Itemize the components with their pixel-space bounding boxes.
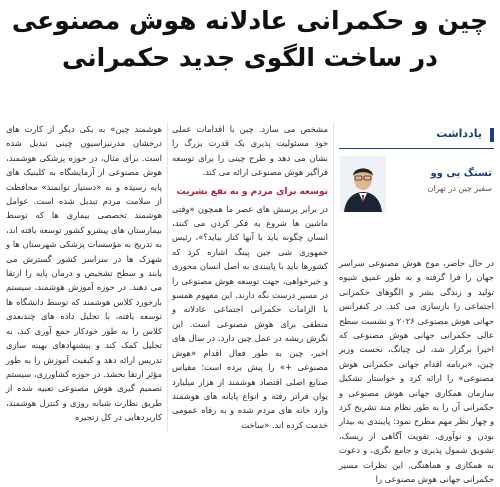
article-column-middle — [172, 122, 328, 438]
article-paragraph: در حال حاضر، موج هوش مصنوعی سراسر جهان را فرا گرفته و به طور عمیق شیوه تولید و زندگی بشر و الگوهای حکمرانی اجتماعی را بازسازی می کند. در کنفرانس جهانی هوش مصنوعی ۲۰۲۶ و نشست سطح عالی حکمرانی جهانی هوش مصنوعی که اخیرا برگزار شد، لی چیانگ، نخست وزیر چین، «برنامه اقدام جهانی حکمرانی هوش مصنوعی» را ارائه کرد و خواستار تشکیل سازمان همکاری جهانی هوش مصنوعی و حکمرانی آن را به طور نظام مند تشریح کرد و چهار نظر مهم مطرح نمود: پایبندی به بیدار بودن و نوآوری، تقویت آگاهی از ریسک، تشویق شمول پذیری و جامع نگری، و دعوت به همکاری و هماهنگی. این نظرات مسیر حکمرانی جهانی هوش مصنوعی را — [339, 258, 495, 485]
column-divider — [167, 122, 168, 432]
note-section-header — [339, 126, 494, 149]
author-name: تسنگ یی وو — [430, 168, 492, 179]
article-paragraph: هوشمند چین» به یکی دیگر از کارت های درخشان مدرنیزاسیون چینی تبدیل شده است. برای مثال، در حوزه پزشکی هوشمند، هوش مصنوعی از آزمایشگاه به کلینیک های پایه رسیده و به «دستیار توانمند» محافظت از سلامت مردم تبدیل شده است. عوامل هوشمند تخصصی بیماری ها که توسط بیمارستان های پیشرو کشور توسعه یافته اند، به تدریج به مؤسسات پزشکی شهرستان ها و شهرک ها در سراسر کشور گسترش می یابند و سطح تشخیص و درمان پایه را ارتقا می دهند. در حوزه آموزش هوشمند، سیستم بازخورد کلاس هوشمند که توسط دانشگاه ها توسعه یافته، با تحلیل داده های چندبعدی کلاس را به طور خودکار جمع آوری کند، به تحلیل کمک کند و پیشنهادهای بهینه سازی تدریس ارائه دهد و کیفیت آموزش را به طور مؤثر ارتقا بخشد. در حوزه کشاورزی، سیستم تصمیم گیری هوش مصنوعی تعبیه شده از طریق نظارت شبانه روزی و کنترل هوشمند، کاربردهایی در کل زنجیره — [6, 124, 162, 423]
section-marker — [490, 128, 494, 142]
article-paragraph: در برابر پرسش های عصر ما همچون «وقتی ماشین ها شروع به فکر کردن می کنند، انسان چگونه باید با آنها کنار بیاید؟»، رئیس جمهوری شی جین پینگ اشاره کرد که کشورها باید با پایبندی به اصل انسان محوری و خیرخواهی، جهت توسعه هوش مصنوعی را در مسیر درست نگه دارند. این مفهوم همسو با الزامات حکمرانی اجتماعی عادلانه و منطقی برای هوش مصنوعی است. این نگرش ریشه در عمل چین دارد. در سال های اخیر، چین به طور فعال اقدام «هوش مصنوعی +» را پیش برده است؛ مقیاس صنایع اصلی اقتصاد هوشمند از هزار میلیارد یوان فراتر رفته و انواع پایانه های هوشمند وارد خانه های مردم شده و به رفاه عمومی خدمت کرده اند. «ساخت — [172, 203, 328, 430]
column-divider — [333, 122, 334, 432]
author-role: سفیر چین در تهران — [427, 184, 492, 193]
section-label: یادداشت — [436, 127, 482, 140]
article-paragraph: مشخص می سازد. چین با اقدامات عملی خود مسئولیت پذیری یک قدرت بزرگ را نشان می دهد و طرح چینی را برای توسعه فراگیر هوش مصنوعی ارائه می کند. — [172, 124, 328, 178]
article-column-left — [6, 122, 162, 438]
headline — [0, 2, 500, 76]
author-photo — [340, 156, 386, 212]
article-column-right — [339, 256, 495, 485]
headline-line-1: چین و حکمرانی عادلانه هوش مصنوعی — [11, 6, 489, 35]
headline-line-2: در ساخت الگوی جدید حکمرانی — [62, 43, 438, 72]
article-subheading: توسعه برای مردم و به نفع بشریت — [176, 186, 328, 197]
